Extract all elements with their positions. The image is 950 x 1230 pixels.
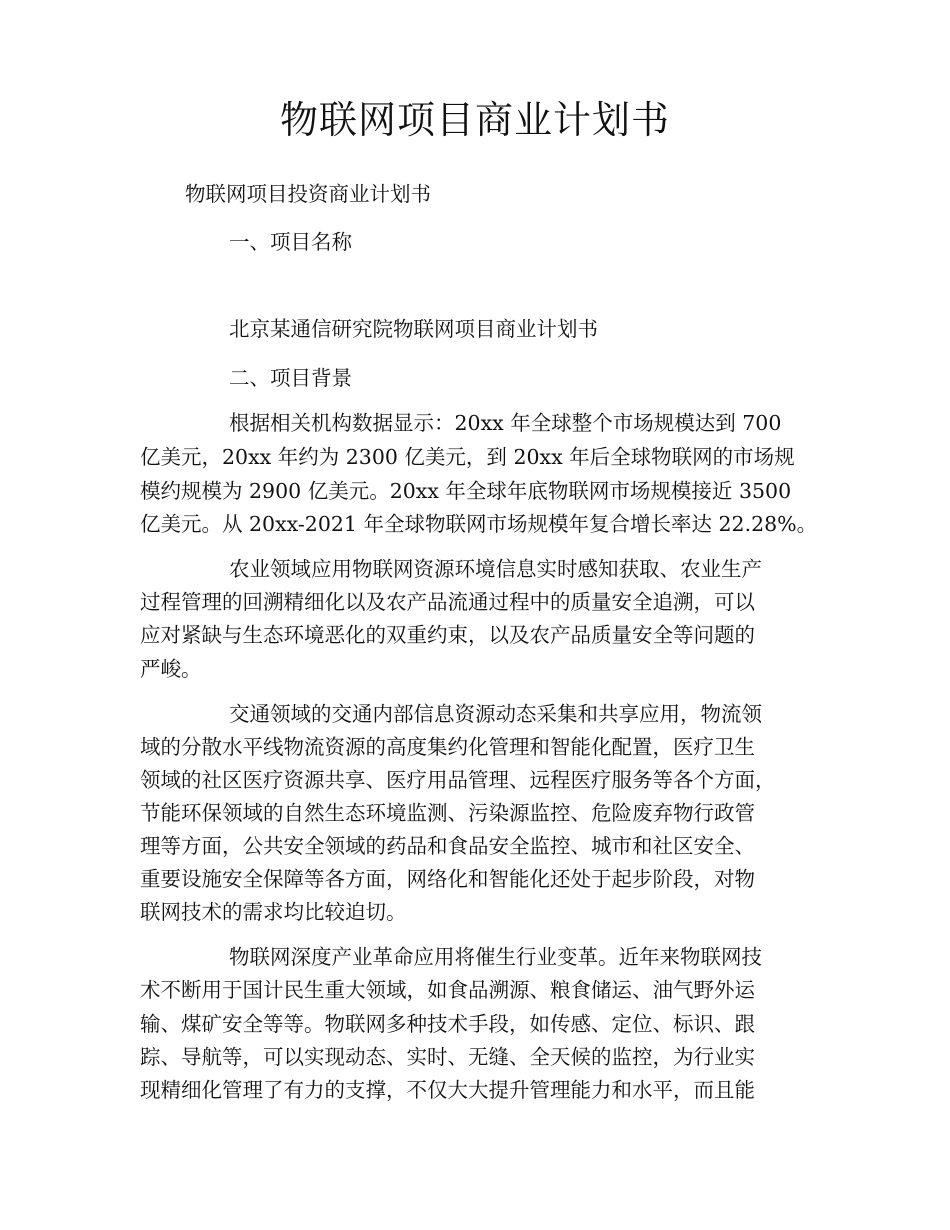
section-heading-project-background: 二、项目背景 bbox=[229, 366, 352, 390]
paragraph-line: 严峻。 bbox=[140, 657, 202, 681]
paragraph-line: 亿美元，20xx 年约为 2300 亿美元，到 20xx 年后全球物联网的市场规 bbox=[140, 445, 795, 469]
paragraph-line: 过程管理的回溯精细化以及农产品流通过程中的质量安全追溯，可以 bbox=[140, 590, 755, 614]
paragraph-line: 重要设施安全保障等各方面，网络化和智能化还处于起步阶段，对物 bbox=[140, 867, 755, 891]
section-heading-project-name: 一、项目名称 bbox=[229, 230, 352, 254]
paragraph-line: 模约规模为 2900 亿美元。20xx 年全球年底物联网市场规模接近 3500 bbox=[140, 479, 792, 503]
paragraph-line: 应对紧缺与生态环境恶化的双重约束，以及农产品质量安全等问题的 bbox=[140, 623, 755, 647]
paragraph-line: 术不断用于国计民生重大领域，如食品溯源、粮食储运、油气野外运 bbox=[140, 978, 755, 1002]
paragraph-line: 联网技术的需求均比较迫切。 bbox=[140, 900, 407, 924]
paragraph-line: 域的分散水平线物流资源的高度集约化管理和智能化配置，医疗卫生 bbox=[140, 735, 755, 759]
paragraph-line: 踪、导航等，可以实现动态、实时、无缝、全天候的监控，为行业实 bbox=[140, 1045, 755, 1069]
paragraph-line: 输、煤矿安全等等。物联网多种技术手段，如传感、定位、标识、跟 bbox=[140, 1012, 755, 1036]
document-title: 物联网项目商业计划书 bbox=[279, 98, 670, 142]
paragraph-line: 现精细化管理了有力的支撑，不仅大大提升管理能力和水平，而且能 bbox=[140, 1078, 755, 1102]
paragraph-line: 交通领域的交通内部信息资源动态采集和共享应用，物流领 bbox=[229, 702, 762, 726]
paragraph-line: 农业领域应用物联网资源环境信息实时感知获取、农业生产 bbox=[229, 557, 762, 581]
paragraph-line: 节能环保领域的自然生态环境监测、污染源监控、危险废弃物行政管 bbox=[140, 801, 755, 825]
document-subtitle: 物联网项目投资商业计划书 bbox=[185, 182, 431, 206]
paragraph-line: 物联网深度产业革命应用将催生行业变革。近年来物联网技 bbox=[229, 945, 762, 969]
paragraph-line: 理等方面，公共安全领域的药品和食品安全监控、城市和社区安全、 bbox=[140, 834, 755, 858]
paragraph-line: 根据相关机构数据显示：20xx 年全球整个市场规模达到 700 bbox=[229, 411, 782, 435]
paragraph-line: 亿美元。从 20xx-2021 年全球物联网市场规模年复合增长率达 22.28%。 bbox=[140, 512, 818, 536]
project-name-text: 北京某通信研究院物联网项目商业计划书 bbox=[229, 317, 598, 341]
paragraph-line: 领域的社区医疗资源共享、医疗用品管理、远程医疗服务等各个方面， bbox=[140, 768, 776, 792]
